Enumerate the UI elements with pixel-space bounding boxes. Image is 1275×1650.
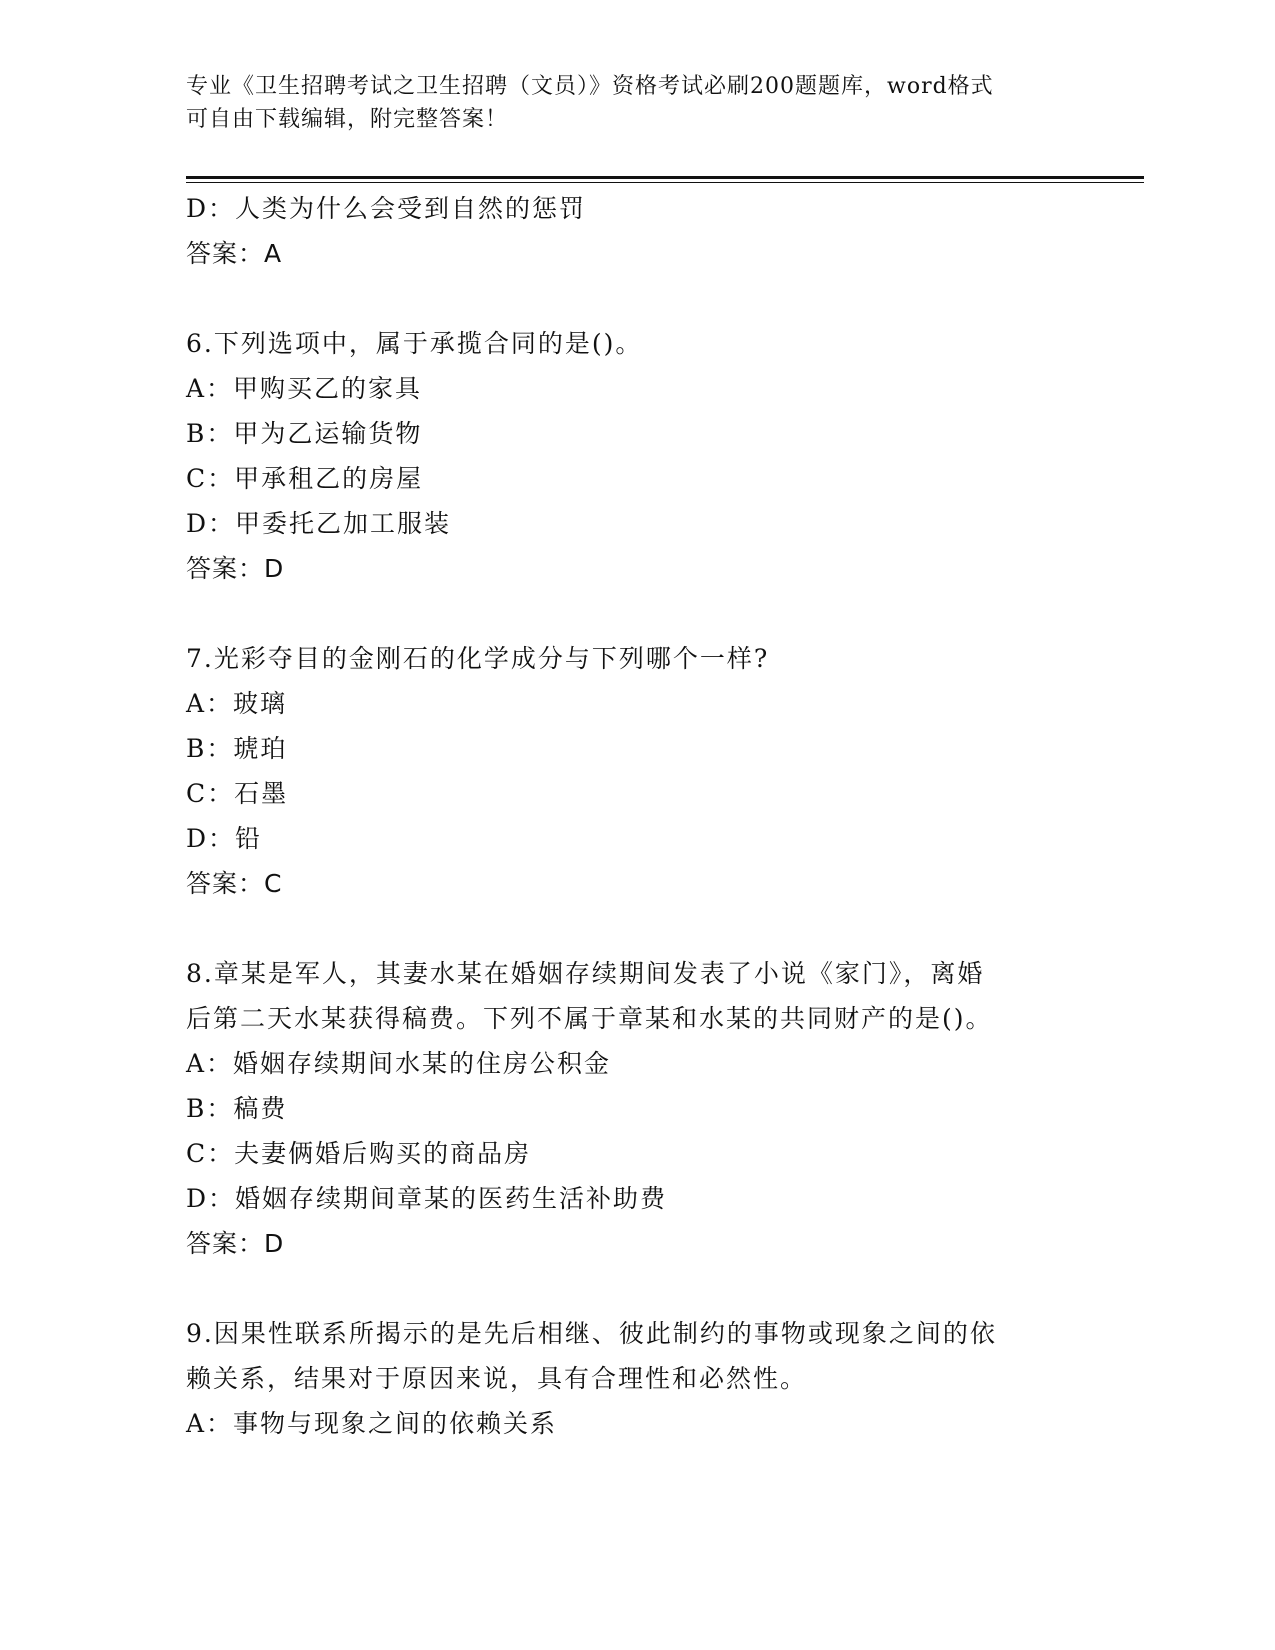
question-stem: 6.下列选项中，属于承揽合同的是()。: [186, 329, 643, 358]
header-line-2: 可自由下载编辑，附完整答案！: [186, 107, 509, 132]
option-b: B：甲为乙运输货物: [186, 419, 423, 448]
question-stem-line-1: 8.章某是军人，其妻水某在婚姻存续期间发表了小说《家门》，离婚: [186, 959, 985, 988]
option-d: D：甲委托乙加工服装: [186, 509, 452, 538]
question-stem-line-1: 9.因果性联系所揭示的是先后相继、彼此制约的事物或现象之间的依: [186, 1319, 997, 1348]
option-a: A：事物与现象之间的依赖关系: [186, 1409, 558, 1438]
question-stem-line-2: 后第二天水某获得稿费。下列不属于章某和水某的共同财产的是()。: [186, 1004, 993, 1033]
question-6: [186, 321, 1086, 591]
option-a: A：玻璃: [186, 689, 288, 718]
option-b: B：稿费: [186, 1094, 288, 1123]
option-c: C：石墨: [186, 779, 289, 808]
header-rule-thick: [186, 176, 1144, 179]
header-line-1: 专业《卫生招聘考试之卫生招聘（文员）》资格考试必刷200题题库，word格式: [186, 74, 994, 99]
answer-line: 答案：A: [186, 239, 283, 268]
question-stem: 7.光彩夺目的金刚石的化学成分与下列哪个一样?: [186, 644, 770, 673]
question-8: [186, 951, 1086, 1266]
carryover-question: [186, 186, 1086, 276]
answer-line: 答案：C: [186, 869, 283, 898]
spacer: [186, 591, 1086, 636]
answer-line: 答案：D: [186, 554, 285, 583]
option-d: D：婚姻存续期间章某的医药生活补助费: [186, 1184, 668, 1213]
question-9: [186, 1311, 1086, 1446]
document-header: [186, 70, 1066, 136]
option-d: D：铅: [186, 824, 263, 853]
spacer: [186, 906, 1086, 951]
option-d: D：人类为什么会受到自然的惩罚: [186, 194, 587, 223]
option-c: C：甲承租乙的房屋: [186, 464, 424, 493]
spacer: [186, 1266, 1086, 1311]
question-content: [186, 186, 1086, 1446]
question-stem-line-2: 赖关系，结果对于原因来说，具有合理性和必然性。: [186, 1364, 808, 1393]
option-a: A：婚姻存续期间水某的住房公积金: [186, 1049, 612, 1078]
option-a: A：甲购买乙的家具: [186, 374, 423, 403]
question-7: [186, 636, 1086, 906]
option-c: C：夫妻俩婚后购买的商品房: [186, 1139, 532, 1168]
spacer: [186, 276, 1086, 321]
header-rule-thin: [186, 182, 1144, 183]
option-b: B：琥珀: [186, 734, 288, 763]
answer-line: 答案：D: [186, 1229, 285, 1258]
